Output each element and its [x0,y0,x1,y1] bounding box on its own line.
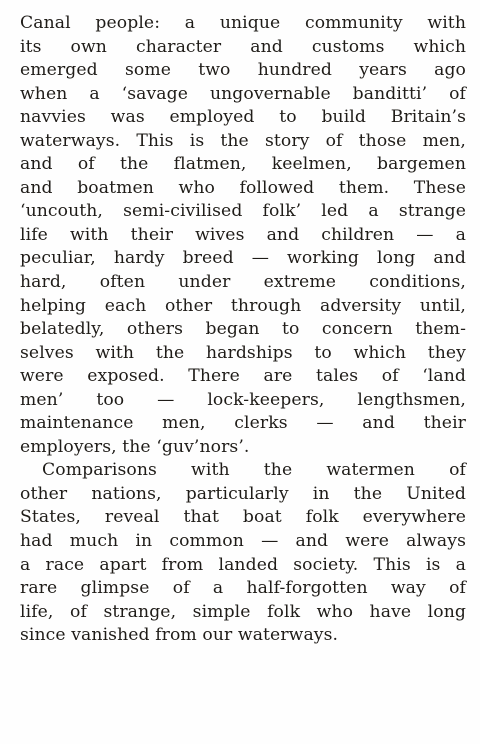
text-line: men’ too — lock-keepers, lengthsmen, [20,389,466,410]
text-line: rare glimpse of a half-forgotten way of [20,578,466,599]
text-line: had much in common — and were always [20,531,466,552]
text-line: employers, the ‘guv’nors’. [20,436,250,457]
text-line: belatedly, others began to concern them- [20,319,466,340]
text-line: peculiar, hardy breed — working long and [20,248,466,269]
text-line: Comparisons with the watermen of [42,460,466,481]
text-line: when a ‘savage ungovernable banditti’ of [20,83,466,104]
text-line: helping each other through adversity until, [20,295,466,316]
text-line: ‘uncouth, semi-civilised folk’ led a strange [20,201,466,222]
text-line: waterways. This is the story of those men, [20,130,466,151]
paragraph-comparisons [20,459,466,647]
paragraph-canal-people [20,12,466,459]
text-line: a race apart from landed society. This is a [20,554,466,575]
text-line: Canal people: a unique community with [20,13,466,33]
text-line: other nations, particularly in the United [20,483,466,504]
text-line: and boatmen who followed them. These [20,177,466,198]
text-line: and of the flatmen, keelmen, bargemen [20,154,466,175]
text-line: maintenance men, clerks — and their [20,413,466,434]
text-line: were exposed. There are tales of ‘land [20,366,466,387]
text-line: life, of strange, simple folk who have long [20,601,466,622]
text-line: hard, often under extreme conditions, [20,272,466,293]
text-line: since vanished from our waterways. [20,625,339,646]
text-line: life with their wives and children — a [20,224,466,245]
text-line: navvies was employed to build Britain’s [20,107,466,128]
text-line: emerged some two hundred years ago [20,60,466,81]
text-line: its own character and customs which [20,36,466,57]
text-line: States, reveal that boat folk everywhere [20,507,466,528]
text-line: selves with the hardships to which they [20,342,466,363]
